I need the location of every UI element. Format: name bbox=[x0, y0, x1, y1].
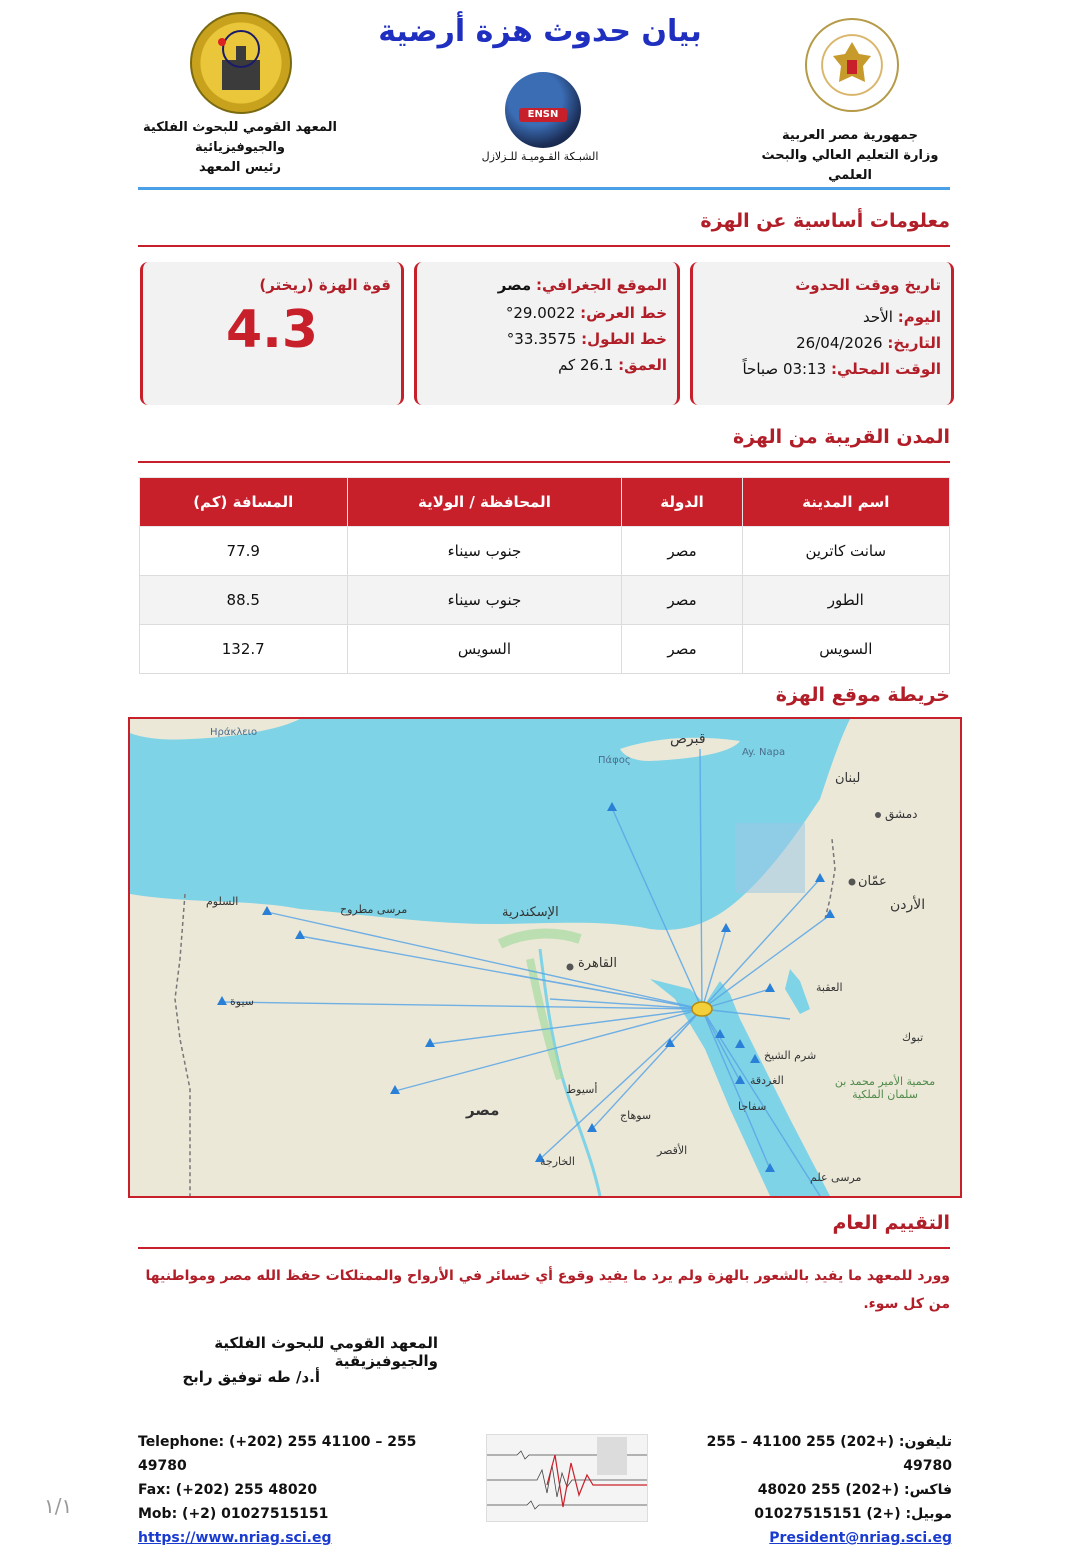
map-label-luxor: الأقصر bbox=[657, 1144, 688, 1157]
col-governorate: المحافظة / الولاية bbox=[347, 478, 622, 527]
city-distance: 88.5 bbox=[140, 576, 348, 625]
map-label-amman: عمّان bbox=[858, 874, 887, 889]
map-label-tabuk: تبوك bbox=[902, 1031, 924, 1044]
map-label-aqaba: العقبة bbox=[816, 981, 843, 994]
signature-name: أ.د/ طه توفيق رابح bbox=[182, 1368, 320, 1386]
basic-info-divider bbox=[138, 245, 950, 247]
footer-en-fax: Fax: (+202) 255 48020 bbox=[138, 1482, 318, 1498]
left-org-line-1: المعهد القومي للبحوث الفلكية bbox=[143, 120, 337, 135]
map-label-cyprus: قبرص bbox=[670, 731, 706, 747]
date-label: التاريخ: bbox=[887, 334, 941, 352]
city-distance: 77.9 bbox=[140, 527, 348, 576]
map-label-kharga: الخارجة bbox=[540, 1155, 575, 1168]
map-label-salloum: السلوم bbox=[206, 895, 239, 908]
city-country: مصر bbox=[622, 576, 742, 625]
map-label-siwa: سيوة bbox=[230, 995, 254, 1008]
right-org-line-1: جمهورية مصر العربية bbox=[782, 128, 918, 143]
city-governorate: جنوب سيناء bbox=[347, 527, 622, 576]
footer-ar-fax: فاكس: (+202) 255 48020 bbox=[757, 1482, 952, 1498]
header-divider bbox=[138, 187, 950, 190]
city-country: مصر bbox=[622, 625, 742, 674]
left-org-line-3: رئيس المعهد bbox=[198, 160, 282, 175]
lat-value: 29.0022° bbox=[505, 304, 576, 322]
map-label-cairo: القاهرة bbox=[578, 956, 617, 971]
magnitude-title: قوة الهزة (ريختر) bbox=[259, 276, 391, 294]
footer-ar-mob: موبيل: (+2) 01027515151 bbox=[754, 1506, 952, 1522]
city-name: الطور bbox=[742, 576, 949, 625]
cities-table bbox=[139, 477, 950, 674]
map-label-alexandria: الإسكندرية bbox=[502, 905, 559, 920]
map-label-asyut: أسيوط bbox=[566, 1083, 598, 1096]
right-org-line-2: وزارة التعليم العالي والبحث العلمي bbox=[761, 148, 939, 183]
map-label-lebanon: لبنان bbox=[835, 771, 861, 786]
city-governorate: السويس bbox=[347, 625, 622, 674]
city-name: السويس bbox=[742, 625, 949, 674]
footer-website-link[interactable]: https://www.nriag.sci.eg bbox=[138, 1530, 332, 1546]
map-label-safaga: سفاجا bbox=[738, 1100, 767, 1113]
magnitude-value: 4.3 bbox=[225, 300, 319, 360]
map-label-damascus: دمشق bbox=[885, 807, 918, 821]
map-label-jordan: الأردن bbox=[890, 897, 926, 913]
time-value: 03:13 صباحاً bbox=[742, 360, 827, 378]
map-label-heraklion: Ηράκλειο bbox=[210, 727, 258, 738]
egypt-eagle-seal-icon bbox=[805, 18, 899, 112]
assessment-title: التقييم العام bbox=[832, 1212, 950, 1234]
page-title: بيان حدوث هزة أرضية bbox=[378, 14, 702, 49]
epicenter-map[interactable] bbox=[128, 717, 962, 1198]
map-label-egypt: مصر bbox=[466, 1101, 500, 1119]
ensn-logo-text: ENSN bbox=[527, 109, 559, 120]
signature-org: المعهد القومي للبحوث الفلكية والجيوفيزيقية bbox=[214, 1334, 438, 1370]
city-name: سانت كاترين bbox=[742, 527, 949, 576]
map-label-sharm: شرم الشيخ bbox=[764, 1049, 817, 1062]
left-org-line-2: والجيوفيزيائية bbox=[195, 140, 285, 155]
map-label-sohag: سوهاج bbox=[620, 1109, 652, 1122]
map-label-hurghada: الغردقة bbox=[750, 1074, 784, 1087]
day-label: اليوم: bbox=[897, 308, 941, 326]
footer-en-mob: Mob: (+2) 01027515151 bbox=[138, 1506, 329, 1522]
footer-ar-phone: تليفون: (+202) 255 41100 – 255 49780 bbox=[706, 1434, 952, 1474]
depth-label: العمق: bbox=[618, 356, 667, 374]
table-row bbox=[140, 576, 950, 625]
table-row bbox=[140, 625, 950, 674]
col-city: اسم المدينة bbox=[742, 478, 949, 527]
map-label-marsa-alam: مرسى علم bbox=[810, 1171, 862, 1184]
location-label: الموقع الجغرافي: bbox=[535, 276, 667, 294]
lon-label: خط الطول: bbox=[581, 330, 667, 348]
col-country: الدولة bbox=[622, 478, 742, 527]
map-label-paphos: Πάφος bbox=[598, 755, 631, 766]
map-title: خريطة موقع الهزة bbox=[775, 684, 950, 706]
time-label: الوقت المحلي: bbox=[830, 360, 941, 378]
assessment-divider bbox=[138, 1247, 950, 1249]
cities-title: المدن القريبة من الهزة bbox=[732, 426, 950, 448]
city-governorate: جنوب سيناء bbox=[347, 576, 622, 625]
footer-en-phone: Telephone: (+202) 255 41100 – 255 49780 bbox=[138, 1434, 417, 1474]
footer-email-link[interactable]: President@nriag.sci.eg bbox=[769, 1530, 952, 1546]
assessment-text: وورد للمعهد ما يفيد بالشعور بالهزة ولم يرد ما يفيد وقوع أي خسائر في الأرواح والممتلكات حفظ الله مصر ومواطنيها من كل سوء. bbox=[145, 1268, 950, 1312]
depth-value: 26.1 كم bbox=[558, 356, 614, 374]
time-card-title: تاريخ ووقت الحدوث bbox=[795, 276, 941, 294]
location-value: مصر bbox=[497, 276, 532, 294]
basic-info-title: معلومات أساسية عن الهزة bbox=[700, 210, 950, 232]
time-card bbox=[690, 262, 954, 405]
col-distance: المسافة (كم) bbox=[140, 478, 348, 527]
city-country: مصر bbox=[622, 527, 742, 576]
seismogram-image bbox=[486, 1434, 648, 1522]
ensn-caption: الشبـكة القـوميـة للـزلازل bbox=[481, 150, 599, 163]
table-row bbox=[140, 527, 950, 576]
lat-label: خط العرض: bbox=[580, 304, 667, 322]
date-value: 26/04/2026 bbox=[796, 334, 883, 352]
magnitude-card bbox=[140, 262, 404, 405]
ensn-globe-icon bbox=[505, 72, 581, 148]
city-distance: 132.7 bbox=[140, 625, 348, 674]
map-label-ayia-napa: Ay. Napa bbox=[742, 747, 786, 758]
location-card bbox=[414, 262, 680, 405]
lon-value: 33.3575° bbox=[506, 330, 577, 348]
nriag-logo-icon bbox=[190, 12, 292, 114]
cities-divider bbox=[138, 461, 950, 463]
map-label-marsa-matrouh: مرسى مطروح bbox=[340, 903, 408, 916]
page-number: ١/١ bbox=[44, 1494, 73, 1518]
day-value: الأحد bbox=[863, 308, 893, 326]
map-label-reserve: محمية الأمير محمد بن سلمان الملكية bbox=[834, 1075, 936, 1101]
